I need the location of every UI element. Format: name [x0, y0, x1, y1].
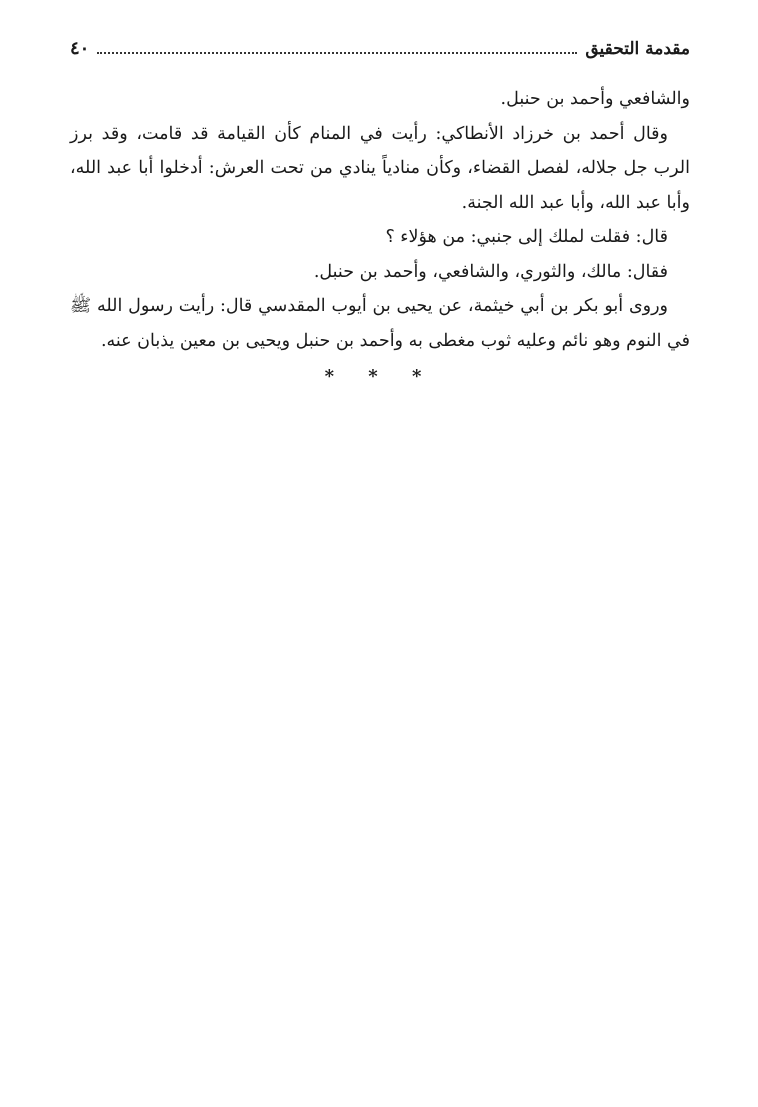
- running-title: مقدمة التحقيق: [585, 39, 690, 59]
- paragraph: وقال أحمد بن خرزاد الأنطاكي: رأيت في المنام كأن القيامة قد قامت، وقد برز الرب جل جلاله، لفصل القضاء، وكأن منادياً ينادي من تحت العرش: أدخلوا أبا عبد الله، وأبا عبد الله، وأبا عبد الله الجنة.: [70, 123, 690, 213]
- page: [70, 38, 690, 387]
- header-dotted-leader: [97, 38, 577, 54]
- paragraph: والشافعي وأحمد بن حنبل.: [500, 89, 690, 109]
- paragraph: فقال: مالك، والثوري، والشافعي، وأحمد بن حنبل.: [313, 261, 668, 282]
- page-header: [70, 38, 690, 68]
- page-number: ٤٠: [70, 38, 90, 59]
- section-separator: * * *: [324, 366, 436, 387]
- paragraph: وروى أبو بكر بن أبي خيثمة، عن يحيى بن أيوب المقدسي قال: رأيت رسول الله ﷺ في النوم وهو نائم وعليه ثوب مغطى به وأحمد بن حنبل ويحيى بن معين يذبان عنه.: [70, 296, 690, 351]
- paragraph: قال: فقلت لملك إلى جنبي: من هؤلاء ؟: [385, 227, 668, 247]
- body-text: [70, 82, 690, 358]
